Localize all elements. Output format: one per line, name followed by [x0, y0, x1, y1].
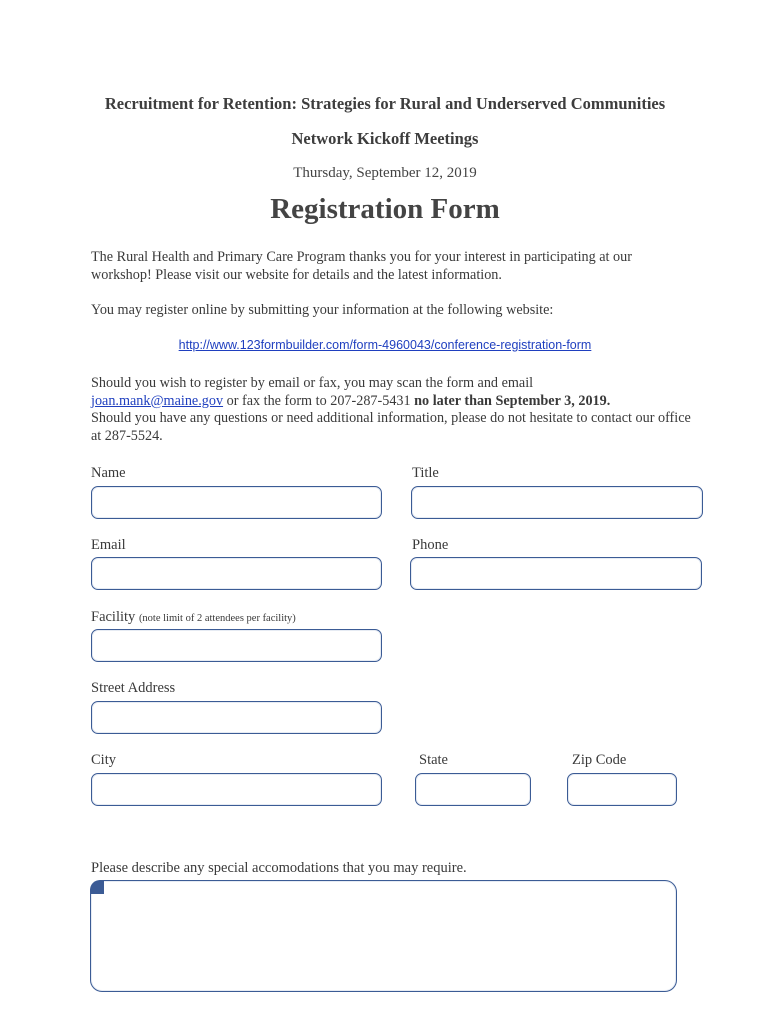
registration-link[interactable]: http://www.123formbuilder.com/form-4960043/conference-registration-form — [178, 338, 592, 352]
name-field[interactable] — [91, 486, 382, 519]
zip-label: Zip Code — [572, 752, 627, 768]
state-label: State — [419, 752, 448, 768]
event-date: Thursday, September 12, 2019 — [293, 165, 477, 181]
accommodations-textarea[interactable] — [90, 880, 677, 992]
phone-label: Phone — [412, 537, 449, 553]
intro-paragraph: The Rural Health and Primary Care Program thanks you for your interest in participating at our workshop! Please visit our website for details and the latest information. — [91, 249, 632, 283]
email-field[interactable] — [91, 557, 382, 590]
city-label: City — [91, 752, 116, 768]
facility-label: Facility — [91, 609, 136, 625]
page-title: Registration Form — [270, 193, 500, 225]
email-link[interactable]: joan.mank@maine.gov — [91, 392, 224, 409]
email-label: Email — [91, 537, 126, 553]
textarea-corner-marker — [90, 880, 104, 894]
email-fax-text: Should you wish to register by email or fax, you may scan the form and email — [91, 375, 534, 391]
name-label: Name — [91, 465, 126, 481]
accommodations-label: Please describe any special accomodations that you may require. — [91, 860, 467, 876]
facility-note: (note limit of 2 attendees per facility) — [138, 613, 296, 624]
title-label: Title — [412, 465, 439, 481]
title-field[interactable] — [411, 486, 703, 519]
contact-text: Should you have any questions or need additional information, please do not hesitate to contact our office at 287-5524. — [91, 410, 691, 444]
zip-field[interactable] — [567, 773, 677, 806]
deadline-text: no later than September 3, 2019. — [414, 392, 611, 409]
email-fax-line2 — [91, 393, 691, 411]
facility-label-group — [91, 609, 296, 626]
street-field[interactable] — [91, 701, 382, 734]
conference-title: Recruitment for Retention: Strategies for Rural and Underserved Communities — [104, 94, 666, 113]
fax-text: or fax the form to 207-287-5431 — [223, 392, 415, 409]
facility-field[interactable] — [91, 629, 382, 662]
phone-field[interactable] — [410, 557, 702, 590]
online-register-text: You may register online by submitting your information at the following website: — [91, 302, 554, 318]
city-field[interactable] — [91, 773, 382, 806]
street-label: Street Address — [91, 680, 176, 696]
meeting-subtitle: Network Kickoff Meetings — [291, 129, 479, 148]
email-fax-paragraph — [91, 375, 691, 445]
state-field[interactable] — [415, 773, 531, 806]
